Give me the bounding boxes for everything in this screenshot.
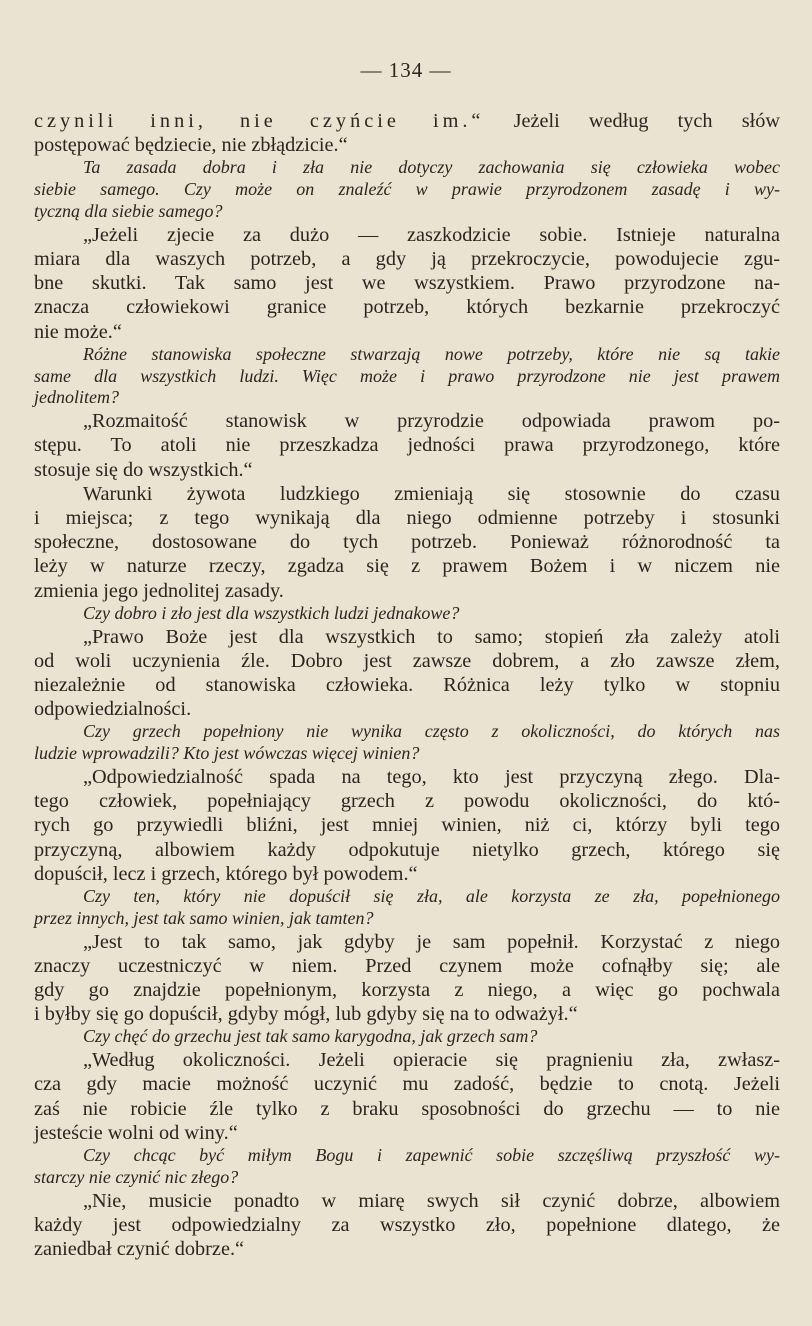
question-line: tyczną dla siebie samego?: [34, 201, 223, 221]
answer-line: bne skutki. Tak samo jest we wszystkiem. Prawo przyrodzone na-: [34, 272, 780, 295]
answer-line: „Rozmaitość stanowisk w przyrodzie odpowiada prawom po-: [83, 410, 780, 433]
spaced-quote: czynili inni, nie czyńcie im.“: [34, 110, 485, 132]
question-line: Czy chcąc być miłym Bogu i zapewnić sobie szczęśliwą przyszłość wy-: [83, 1145, 780, 1166]
answer-block: [34, 765, 780, 886]
question-line: przez innych, jest tak samo winien, jak tamten?: [34, 907, 374, 928]
answer-line: leży w naturze rzeczy, zgadza się z prawem Bożem i w niczem nie: [34, 555, 780, 578]
question-line: same dla wszystkich ludzi. Więc może i prawo przyrodzone nie jest prawem: [34, 365, 780, 386]
answer-block: [34, 482, 780, 603]
question-block: [34, 1026, 780, 1048]
answer-line: tego człowiek, popełniający grzech z powodu okoliczności, do któ-: [34, 790, 780, 813]
answer-line: zaniedbał czynić dobrze.“: [34, 1238, 245, 1261]
answer-line: społeczne, dostosowane do tych potrzeb. Ponieważ różnorodność ta: [34, 531, 780, 554]
answer-line: cza gdy macie możność uczynić mu zadość, będzie to cnotą. Jeżeli: [34, 1073, 780, 1096]
answer-block: [34, 930, 780, 1027]
answer-block: [34, 1189, 780, 1262]
question-line: Ta zasada dobra i zła nie dotyczy zachowania się człowieka wobec: [83, 157, 780, 178]
opening-line-2: postępować będziecie, nie zbłądzicie.“: [34, 134, 348, 157]
answer-line: miara dla waszych potrzeb, a gdy ją przekroczycie, powodujecie zgu-: [34, 248, 780, 270]
opening-line-1: [34, 109, 780, 133]
question-line: Czy grzech popełniony nie wynika często z okoliczności, do których nas: [83, 721, 780, 742]
question-line: jednolitem?: [34, 387, 119, 408]
answer-line: od woli uczynienia źle. Dobro jest zawsze dobrem, a zło zawsze złem,: [34, 649, 780, 672]
question-line: ludzie wprowadzili? Kto jest wówczas więcej winien?: [34, 743, 420, 764]
question-line: Różne stanowiska społeczne stwarzają nowe potrzeby, które nie są takie: [83, 343, 780, 364]
answer-line: „Według okoliczności. Jeżeli opieracie się pragnieniu zła, zwłasz-: [83, 1049, 780, 1072]
qa-blocks: [34, 157, 780, 1261]
answer-line: rych go przywiedli bliźni, jest mniej winien, niż ci, którzy byli tego: [34, 814, 780, 837]
text-body: [34, 109, 780, 1261]
answer-line: odpowiedzialności.: [34, 698, 192, 721]
question-block: [34, 721, 780, 765]
opening-text: Jeżeli według tych słów: [484, 110, 781, 132]
answer-line: i miejsca; z tego wynikają dla niego odmienne potrzeby i stosunki: [34, 507, 780, 530]
answer-line: „Odpowiedzialność spada na tego, kto jest przyczyną złego. Dla-: [83, 766, 780, 789]
question-line: siebie samego. Czy może on znaleźć w prawie przyrodzonem zasadę i wy-: [34, 179, 780, 200]
answer-line: gdy go znajdzie popełnionym, korzysta z niego, a więc go pochwala: [34, 979, 780, 1002]
answer-line: jesteście wolni od winy.“: [34, 1121, 238, 1144]
answer-line: znacza człowiekowi granice potrzeb, których bezkarnie przekroczyć: [34, 296, 780, 319]
answer-line: zmienia jego jednolitej zasady.: [34, 579, 284, 602]
question-line: Czy dobro i zło jest dla wszystkich ludzi jednakowe?: [83, 602, 460, 623]
answer-block: [34, 625, 780, 722]
answer-block: [34, 223, 780, 344]
question-line: starczy nie czynić nic złego?: [34, 1166, 239, 1187]
question-block: [34, 1145, 780, 1189]
answer-line: nie może.“: [34, 320, 122, 343]
question-block: [34, 157, 780, 222]
answer-line: niezależnie od stanowiska człowieka. Różnica leży tylko w stopniu: [34, 674, 780, 697]
answer-line: każdy jest odpowiedzialny za wszystko zło, popełnione dlatego, że: [34, 1213, 780, 1236]
answer-line: „Jest to tak samo, jak gdyby je sam popełnił. Korzystać z niego: [83, 930, 780, 953]
question-block: [34, 603, 780, 625]
answer-line: Warunki żywota ludzkiego zmieniają się stosownie do czasu: [83, 482, 780, 505]
answer-line: dopuścił, lecz i grzech, którego był powodem.“: [34, 862, 418, 885]
answer-line: „Prawo Boże jest dla wszystkich to samo; stopień zła zależy atoli: [83, 625, 780, 648]
answer-line: i byłby się go dopuścił, gdyby mógł, lub gdyby się na to odważył.“: [34, 1003, 578, 1026]
answer-line: stosuje się do wszystkich.“: [34, 458, 253, 481]
answer-line: zaś nie robicie źle tylko z braku sposobności do grzechu — to nie: [34, 1097, 780, 1120]
answer-line: znaczy uczestniczyć w niem. Przed czynem może cofnąłby się; ale: [34, 954, 780, 977]
page-number: — 134 —: [360, 58, 452, 82]
answer-line: stępu. To atoli nie przeszkadza jedności prawa przyrodzonego, które: [34, 434, 780, 457]
question-block: [34, 886, 780, 930]
question-block: [34, 344, 780, 409]
question-line: Czy ten, który nie dopuścił się zła, ale korzysta ze zła, popełnionego: [83, 886, 780, 907]
answer-block: [34, 1048, 780, 1145]
answer-line: „Jeżeli zjecie za dużo — zaszkodzicie sobie. Istnieje naturalna: [83, 223, 780, 246]
answer-block: [34, 409, 780, 482]
answer-line: przyczyną, albowiem każdy odpokutuje nietylko grzech, którego się: [34, 838, 780, 861]
question-line: Czy chęć do grzechu jest tak samo karygodna, jak grzech sam?: [83, 1026, 538, 1047]
answer-line: „Nie, musicie ponadto w miarę swych sił czynić dobrze, albowiem: [83, 1189, 780, 1212]
